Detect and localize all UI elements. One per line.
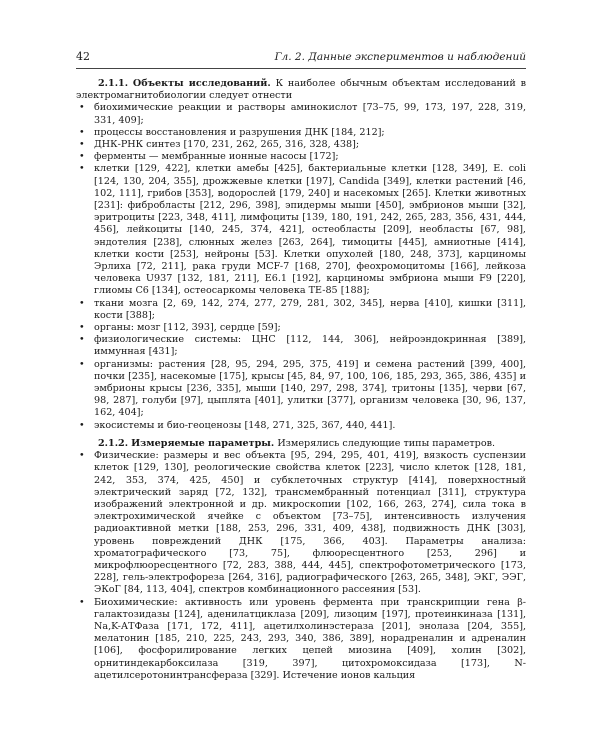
list-item: • организмы: растения [28, 95, 294, 295, 375, 419] и семена растений [399, 400], почки [235], насекомые [175], крысы [45, 84, 97, 100, 106, 185, 293, 365, 386, 435] и эмбрионы крысы [236, 335], мыши [140, 297, 298, 374], тритоны [135], черви [67, 98, 287], голуби [97], цыплята [401], улитки [377], организм человека [30, 96, 137, 162, 404]; — [79, 358, 526, 419]
running-header — [76, 50, 526, 66]
objects-list — [76, 102, 526, 431]
section-number: 2.1.1. — [98, 78, 129, 89]
bullet-icon: • — [79, 126, 85, 138]
bullet-icon: • — [79, 334, 85, 346]
bullet-icon: • — [79, 151, 85, 163]
section-intro-paragraph — [76, 438, 526, 450]
bullet-icon: • — [79, 297, 85, 309]
list-item: • ткани мозга [2, 69, 142, 274, 277, 279, 281, 302, 345], нерва [410], кишки [311], кости [388]; — [79, 297, 526, 321]
list-item: • ДНК-РНК синтез [170, 231, 262, 265, 316, 328, 438]; — [79, 139, 360, 151]
section-intro-text: Измерялись следующие типы параметров. — [277, 437, 496, 449]
section-intro-paragraph — [76, 78, 526, 102]
list-item: • процессы восстановления и разрушения ДНК [184, 212]; — [79, 126, 385, 138]
bullet-icon: • — [79, 163, 85, 175]
list-item: • физиологические системы: ЦНС [112, 144, 306], нейроэндокринная [389], иммунная [431]; — [79, 334, 526, 358]
bullet-icon: • — [79, 450, 85, 462]
bullet-icon: • — [79, 596, 85, 608]
list-item: • Биохимические: активность или уровень фермента при транскрипции гена β-галактозидазы [124], аденилатциклаза [209], лизоцим [197], протеинкиназа [131], Na,K-АТФаза [171, 172, 411], ацетилхолинэстераза [201], энолаза [204, 355], мелатонин [185, 210, 225, 243, 293, 340, 386, 389], норадреналин и адреналин [106], фосфорилирование легких цепей миозина [409], холин [302], орнитиндекарбоксилаза [319, 397], цитохромоксидаза [173], N-ацетилсеротонинтрансфераза [329]. Истечение ионов кальция — [79, 596, 526, 681]
list-item: • ферменты — мембранные ионные насосы [172]; — [79, 151, 339, 163]
bullet-icon: • — [79, 419, 85, 431]
bullet-icon: • — [79, 102, 85, 114]
body-text — [76, 78, 526, 682]
page-number: 42 — [76, 50, 90, 63]
bullet-icon: • — [79, 322, 85, 334]
section-number: 2.1.2. — [98, 437, 129, 449]
list-item: • органы: мозг [112, 393], сердце [59]; — [79, 322, 281, 334]
chapter-title: Гл. 2. Данные экспериментов и наблюдений — [274, 51, 526, 63]
section-intro-text: К наиболее обычным объектам исследований в электромагнитобиологии следует отнести — [76, 78, 526, 102]
list-item: • клетки [129, 422], клетки амебы [425], бактериальные клетки [128, 349], E. coli [124, 130, 204, 355], дрожжевые клетки [197], Candida [349], клетки растений [46, 102, 111], грибов [353], водорослей [179, 240] и насекомых [265]. Клетки животных [231]: фибробласты [212, 296, 398], эпидермы мыши [450], эмбрионов мыши [32], эритроциты [223, 348, 411], лимфоциты [139, 180, 191, 242, 265, 283, 356, 431, 444, 456], лейкоциты [140, 245, 374, 421], остеобласты [209], необласты [67, 98], эндотелия [238], слюнных желез [263, 264], тимоциты [445], амниотные [414], клетки кости [253], нейроны [53]. Клетки опухолей [180, 248, 373], карциномы Эрлиха [72, 211], рака груди MCF-7 [168, 270], феохромоцитомы [166], лейкоза человека U937 [132, 181, 211], E6.1 [192], карциномы эмбриона мыши F9 [220], глиомы C6 [134], остеосаркомы человека TE-85 [188]; — [79, 163, 526, 297]
bullet-icon: • — [79, 358, 85, 370]
list-item: • экосистемы и био-геоценозы [148, 271, 325, 367, 440, 441]. — [79, 419, 396, 431]
section-heading: Измеряемые параметры. — [131, 437, 275, 449]
bullet-icon: • — [79, 139, 85, 151]
list-item: • Физические: размеры и вес объекта [95, 294, 295, 401, 419], вязкость суспензии клеток [129, 130], реологические свойства клеток [223], число клеток [128, 181, 242, 353, 374, 425, 450] и субклеточных структур [414], поверхностный электрический заряд [72, 132], трансмембранный потенциал [311], структура изображений электронной и др. микроскопии [102, 166, 263, 274], сила тока в электрохимической ячейке с объектом [73–75], интенсивность излучения радиоактивной метки [188, 253, 296, 331, 409, 438], подвижность ДНК [303], уровень повреждений ДНК [175, 366, 403]. Параметры анализа: хроматографического [73, 75], флюоресцентного [253, 296] и микрофлюоресцентного [72, 283, 388, 444, 445], спектрофотометрического [173, 228], гель-электрофореза [264, 316], радиографического [263, 265, 348], ЭКГ, ЭЭГ, ЭКоГ [84, 113, 404], спектров комбинационного рассеяния [53]. — [79, 450, 526, 596]
section-heading: Объекты исследований. — [132, 78, 271, 89]
list-item: • биохимические реакции и растворы аминокислот [73–75, 99, 173, 197, 228, 319, 331, 409]; — [79, 102, 526, 126]
parameters-list — [76, 450, 526, 682]
header-rule — [76, 68, 526, 69]
